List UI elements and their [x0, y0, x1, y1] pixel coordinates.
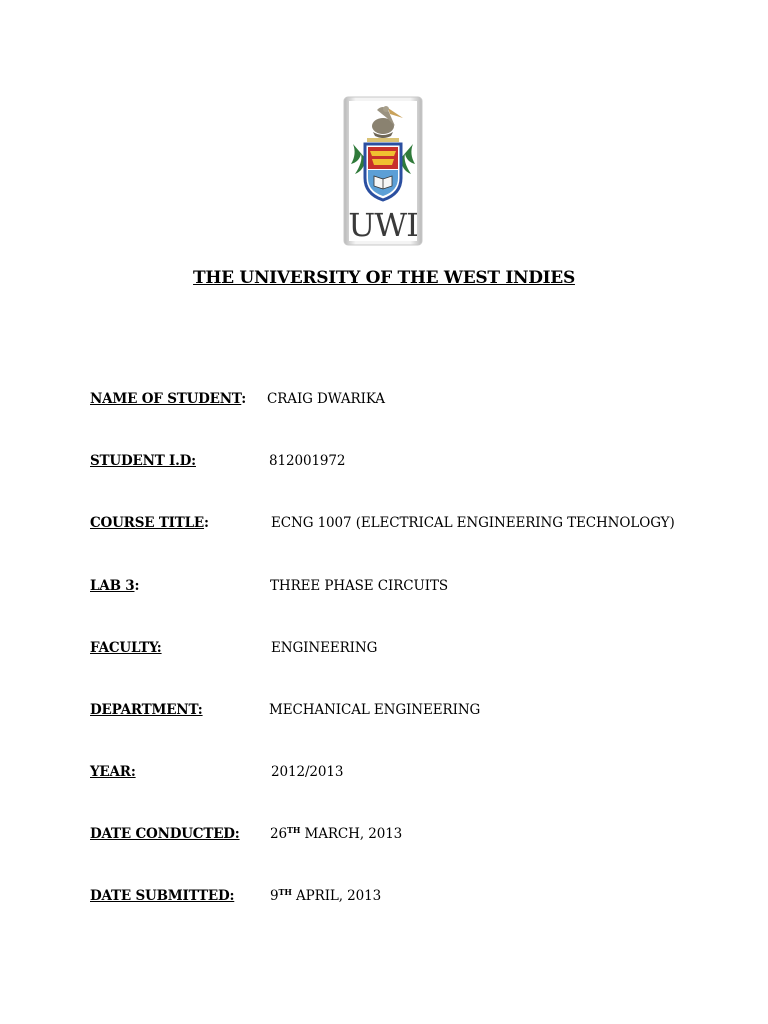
date-conducted-rest: MARCH, 2013 — [300, 826, 403, 842]
university-title: THE UNIVERSITY OF THE WEST INDIES — [193, 268, 575, 288]
uwi-logo — [343, 96, 423, 246]
field-value-department: MECHANICAL ENGINEERING — [269, 702, 481, 718]
field-value-faculty: ENGINEERING — [271, 640, 378, 656]
field-label-year: YEAR: — [90, 764, 136, 780]
field-row-faculty — [90, 638, 730, 658]
svg-text:UWI: UWI — [348, 206, 418, 244]
date-conducted-suffix: TH — [286, 825, 301, 835]
date-submitted-rest: APRIL, 2013 — [291, 888, 382, 904]
date-submitted-day: 9 — [270, 888, 279, 904]
field-label-date-submitted: DATE SUBMITTED: — [90, 888, 235, 904]
field-row-department — [90, 700, 730, 720]
field-value-date-conducted — [270, 824, 402, 844]
field-row-name — [90, 389, 730, 409]
field-value-id: 812001972 — [269, 453, 346, 469]
field-label-name: NAME OF STUDENT: — [90, 391, 247, 407]
field-value-lab: THREE PHASE CIRCUITS — [270, 578, 449, 594]
date-submitted-suffix: TH — [278, 887, 292, 897]
field-label-lab: LAB 3: — [90, 578, 140, 594]
uwi-crest-icon — [343, 96, 423, 246]
field-row-date-submitted — [90, 886, 730, 906]
field-row-lab — [90, 576, 730, 596]
date-conducted-day: 26 — [270, 826, 287, 842]
field-label-department: DEPARTMENT: — [90, 702, 203, 718]
field-row-course — [90, 513, 730, 533]
field-row-date-conducted — [90, 824, 730, 844]
field-label-course: COURSE TITLE: — [90, 515, 209, 531]
field-value-name: CRAIG DWARIKA — [267, 391, 385, 407]
field-label-id: STUDENT I.D: — [90, 453, 196, 469]
field-label-faculty: FACULTY: — [90, 640, 162, 656]
field-row-id — [90, 451, 730, 471]
field-row-year — [90, 762, 730, 782]
field-value-year: 2012/2013 — [271, 764, 344, 780]
field-value-course: ECNG 1007 (ELECTRICAL ENGINEERING TECHNOLOGY) — [271, 515, 675, 531]
field-label-date-conducted: DATE CONDUCTED: — [90, 826, 240, 842]
field-value-date-submitted — [270, 886, 381, 906]
